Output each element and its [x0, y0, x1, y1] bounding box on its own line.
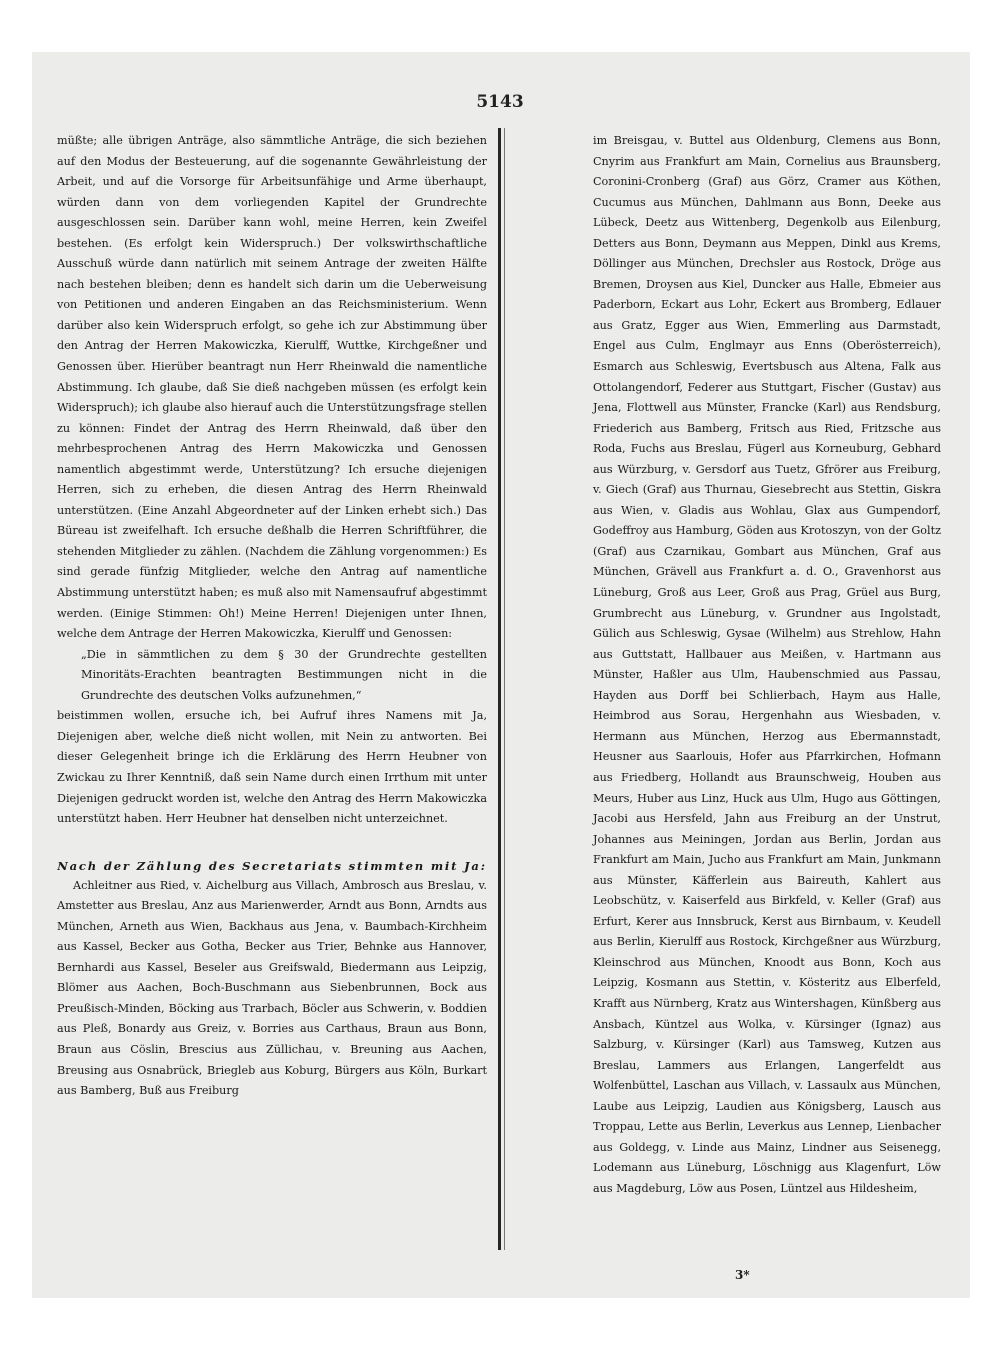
page-number: 5143	[476, 92, 524, 112]
vote-heading: Nach der Zählung des Secretariats stimmten mit Ja:	[57, 858, 487, 873]
column-divider	[498, 128, 501, 1250]
speech-paragraph: müßte; alle übrigen Anträge, also sämmtliche Anträge, die sich beziehen auf den Modus der Besteuerung, auf die sogenannte Gewährleistung der Arbeit, und auf die Vorsorge für Arbeitsunfähige und Arme überhaupt, würden dann von dem vorliegenden Kapitel der Grundrechte ausgeschlossen sein. Darüber kann wohl, meine Herren, kein Zweifel bestehen. (Es erfolgt kein Widerspruch.) Der volkswirthschaftliche Ausschuß würde dann natürlich mit seinem Antrage der zweiten Hälfte nach bestehen bleiben; denn es handelt sich darin um die Ueberweisung von Petitionen und anderen Eingaben an das Reichsministerium. Wenn darüber also kein Widerspruch erfolgt, so gehe ich zur Abstimmung über den Antrag der Herren Makowiczka, Kierulff, Wuttke, Kirchgeßner und Genossen über. Hierüber beantragt nun Herr Rheinwald die namentliche Abstimmung. Ich glaube, daß Sie dieß nachgeben müssen (es erfolgt kein Widerspruch); ich glaube also hierauf auch die Unterstützungsfrage stellen zu können: Findet der Antrag des Herrn Rheinwald, daß über den mehrbesprochenen Antrag des Herrn Makowiczka und Genossen namentlich abgestimmt werde, Unterstützung? Ich ersuche diejenigen Herren, sich zu erheben, die diesen Antrag des Herrn Rheinwald unterstützen. (Eine Anzahl Abgeordneter auf der Linken erhebt sich.) Das Büreau ist zweifelhaft. Ich ersuche deßhalb die Herren Schriftführer, die stehenden Mitglieder zu zählen. (Nachdem die Zählung vorgenommen:) Es sind gerade fünfzig Mitglieder, welche den Antrag auf namentliche Abstimmung unterstützt haben; es muß also mit Namensaufruf abgestimmt werden. (Einige Stimmen: Oh!) Meine Herren! Diejenigen unter Ihnen, welche dem Antrage der Herren Makowiczka, Kierulff und Genossen:	[57, 134, 487, 641]
voter-list-left: Achleitner aus Ried, v. Aichelburg aus Villach, Ambrosch aus Breslau, v. Amstetter aus Breslau, Anz aus Marienwerder, Arndt aus Bonn, Arndts aus München, Arneth aus Wien, Backhaus aus Jena, v. Baumbach-Kirchheim aus Kassel, Becker aus Gotha, Becker aus Trier, Behnke aus Hannover, Bernhardi aus Kassel, Beseler aus Greifswald, Biedermann aus Leipzig, Blömer aus Aachen, Boch-Buschmann aus Siebenbrunnen, Bock aus Preußisch-Minden, Böcking aus Trarbach, Böcler aus Schwerin, v. Boddien aus Pleß, Bonardy aus Greiz, v. Borries aus Carthaus, Braun aus Bonn, Braun aus Cöslin, Brescius aus Züllichau, v. Breuning aus Aachen, Breusing aus Osnabrück, Briegleb aus Koburg, Bürgers aus Köln, Burkart aus Bamberg, Buß aus Freiburg	[57, 878, 487, 1098]
quoted-motion: „Die in sämmtlichen zu dem § 30 der Grundrechte gestellten Minoritäts-Erachten beantragten Bestimmungen nicht in die Grundrechte des deutschen Volks aufzunehmen,“	[81, 647, 487, 702]
right-column	[593, 131, 941, 1199]
speech-paragraph-continued: beistimmen wollen, ersuche ich, bei Aufruf ihres Namens mit Ja, Diejenigen aber, welche dieß nicht wollen, mit Nein zu antworten. Bei dieser Gelegenheit bringe ich die Erklärung des Herrn Heubner von Zwickau zu Ihrer Kenntniß, daß sein Name durch einen Irrthum mit unter Diejenigen gedruckt worden ist, welche den Antrag des Herrn Makowiczka unterstützt haben. Herr Heubner hat denselben nicht unterzeichnet.	[57, 709, 487, 826]
signature-mark: 3*	[735, 1268, 750, 1282]
left-column	[57, 131, 487, 1102]
column-divider-thin	[504, 128, 505, 1250]
voter-list-right: im Breisgau, v. Buttel aus Oldenburg, Clemens aus Bonn, Cnyrim aus Frankfurt am Main, Cornelius aus Braunsberg, Coronini-Cronberg (Graf) aus Görz, Cramer aus Köthen, Cucumus aus München, Dahlmann aus Bonn, Deeke aus Lübeck, Deetz aus Wittenberg, Degenkolb aus Eilenburg, Detters aus Bonn, Deymann aus Meppen, Dinkl aus Krems, Döllinger aus München, Drechsler aus Rostock, Dröge aus Bremen, Droysen aus Kiel, Duncker aus Halle, Ebmeier aus Paderborn, Eckart aus Lohr, Eckert aus Bromberg, Edlauer aus Gratz, Egger aus Wien, Emmerling aus Darmstadt, Engel aus Culm, Englmayr aus Enns (Oberösterreich), Esmarch aus Schleswig, Evertsbusch aus Altena, Falk aus Ottolangendorf, Federer aus Stuttgart, Fischer (Gustav) aus Jena, Flottwell aus Münster, Francke (Karl) aus Rendsburg, Friederich aus Bamberg, Fritsch aus Ried, Fritzsche aus Roda, Fuchs aus Breslau, Fügerl aus Korneuburg, Gebhard aus Würzburg, v. Gersdorf aus Tuetz, Gfrörer aus Freiburg, v. Giech (Graf) aus Thurnau, Giesebrecht aus Stettin, Giskra aus Wien, v. Gladis aus Wohlau, Glax aus Gumpendorf, Godeffroy aus Hamburg, Göden aus Krotoszyn, von der Goltz (Graf) aus Czarnikau, Gombart aus München, Graf aus München, Grävell aus Frankfurt a. d. O., Gravenhorst aus Lüneburg, Groß aus Leer, Groß aus Prag, Grüel aus Burg, Grumbrecht aus Lüneburg, v. Grundner aus Ingolstadt, Gülich aus Schleswig, Gysae (Wilhelm) aus Strehlow, Hahn aus Guttstatt, Hallbauer aus Meißen, v. Hartmann aus Münster, Haßler aus Ulm, Haubenschmied aus Passau, Hayden aus Dorff bei Schlierbach, Haym aus Halle, Heimbrod aus Sorau, Hergenhahn aus Wiesbaden, v. Hermann aus München, Herzog aus Ebermannstadt, Heusner aus Saarlouis, Hofer aus Pfarrkirchen, Hofmann aus Friedberg, Hollandt aus Braunschweig, Houben aus Meurs, Huber aus Linz, Huck aus Ulm, Hugo aus Göttingen, Jacobi aus Hersfeld, Jahn aus Freiburg an der Unstrut, Johannes aus Meiningen, Jordan aus Berlin, Jordan aus Frankfurt am Main, Jucho aus Frankfurt am Main, Junkmann aus Münster, Käfferlein aus Baireuth, Kahlert aus Leobschütz, v. Kaiserfeld aus Birkfeld, v. Keller (Graf) aus Erfurt, Kerer aus Innsbruck, Kerst aus Birnbaum, v. Keudell aus Berlin, Kierulff aus Rostock, Kirchgeßner aus Würzburg, Kleinschrod aus München, Knoodt aus Bonn, Koch aus Leipzig, Kosmann aus Stettin, v. Köstеritz aus Elberfeld, Krafft aus Nürnberg, Kratz aus Wintershagen, Künßberg aus Ansbach, Küntzel aus Wolka, v. Kürsinger (Ignaz) aus Salzburg, v. Kürsinger (Karl) aus Tamsweg, Kutzen aus Breslau, Lammers aus Erlangen, Langerfeldt aus Wolfenbüttel, Laschan aus Villach, v. Lassaulx aus München, Laube aus Leipzig, Laudien aus Königsberg, Lausch aus Troppau, Lette aus Berlin, Leverkus aus Lennep, Lienbacher aus Goldegg, v. Linde aus Mainz, Lindner aus Seisenegg, Lodemann aus Lüneburg, Löschnigg aus Klagenfurt, Löw aus Magdeburg, Löw aus Posen, Lüntzel aus Hildesheim,	[593, 134, 941, 1195]
